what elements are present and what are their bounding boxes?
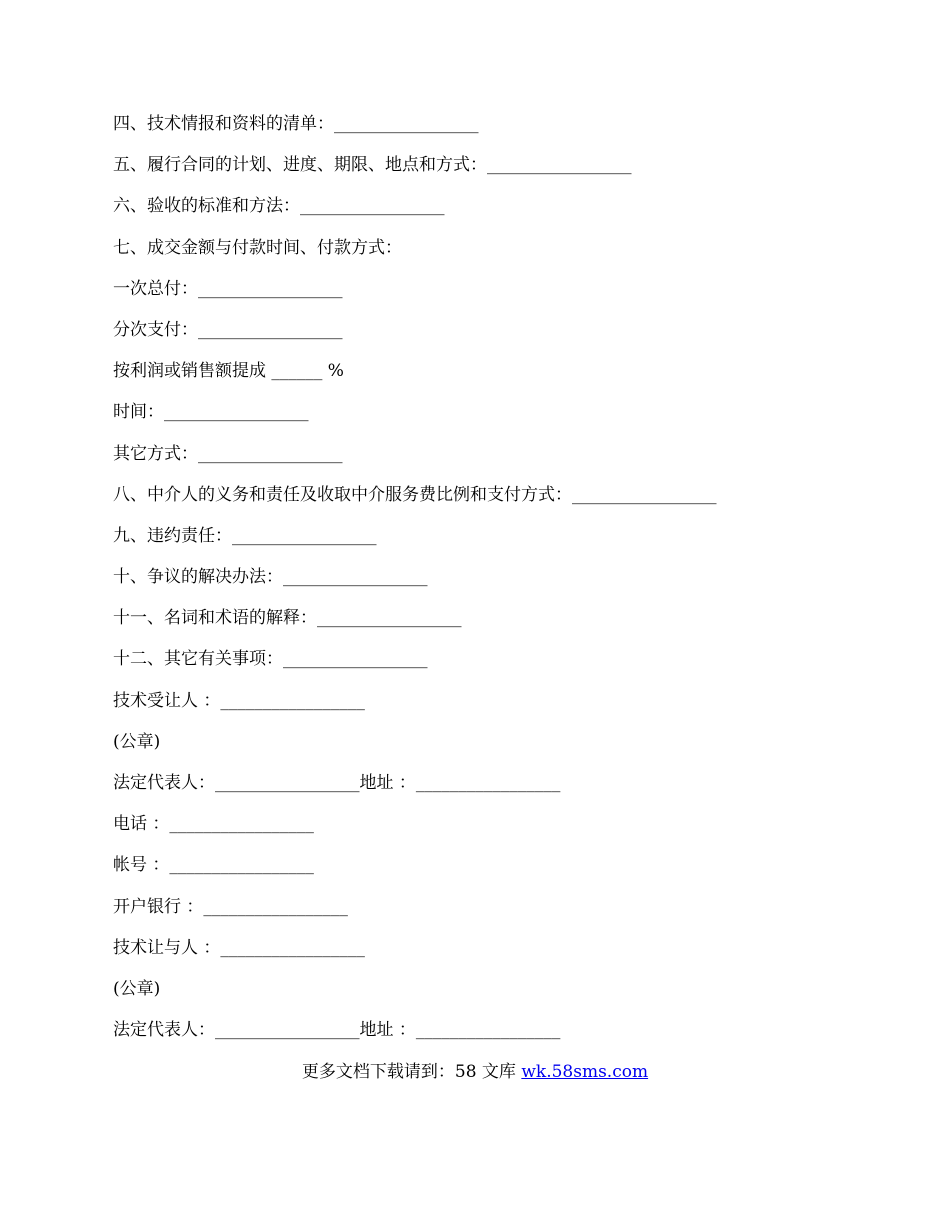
payment-lump-sum-line: 一次总付：_________________ — [113, 278, 343, 299]
payment-other-line: 其它方式：_________________ — [113, 443, 343, 464]
transferor-seal-line: (公章) — [113, 978, 161, 999]
payment-time-line: 时间：_________________ — [113, 402, 309, 423]
transferee-representative-address-line: 法定代表人：_________________地址 ：_________________ — [113, 773, 561, 793]
clause-line-other-matters: 十二、其它有关事项：_________________ — [113, 649, 428, 670]
clause-line-performance-plan: 五、履行合同的计划、进度、期限、地点和方式：_________________ — [113, 155, 632, 176]
clause-line-breach-liability: 九、违约责任：_________________ — [113, 525, 377, 546]
clause-line-dispute-resolution: 十、争议的解决办法：_________________ — [113, 567, 428, 588]
clause-line-intermediary-duties: 八、中介人的义务和责任及收取中介服务费比例和支付方式：_________________ — [113, 484, 717, 505]
transferor-representative-address-line: 法定代表人：_________________地址 ：_________________ — [113, 1020, 561, 1041]
clause-line-acceptance-standard: 六、验收的标准和方法：_________________ — [113, 196, 445, 217]
payment-royalty-line: 按利润或销售额提成 ______ % — [113, 361, 344, 382]
contract-body — [113, 110, 893, 1057]
clause-line-payment-terms: 七、成交金额与付款时间、付款方式： — [113, 237, 402, 258]
transferee-phone-line: 电话 ：_________________ — [113, 814, 314, 835]
transferee-line: 技术受让人 ：_________________ — [113, 690, 365, 711]
transferee-account-line: 帐号 ：_________________ — [113, 855, 314, 876]
transferee-bank-line: 开户银行 ：_________________ — [113, 896, 348, 917]
transferor-line: 技术让与人 ：_________________ — [113, 937, 365, 958]
payment-installments-line: 分次支付：_________________ — [113, 319, 343, 340]
transferee-seal-line: (公章) — [113, 731, 161, 752]
clause-line-terms-definitions: 十一、名词和术语的解释：_________________ — [113, 608, 462, 629]
clause-line-technical-info-list: 四、技术情报和资料的清单：_________________ — [113, 114, 479, 134]
footer-link[interactable]: wk.58sms.com — [521, 1062, 649, 1082]
footer — [0, 1058, 950, 1086]
footer-text: 更多文档下载请到：58 文库 — [301, 1062, 522, 1082]
